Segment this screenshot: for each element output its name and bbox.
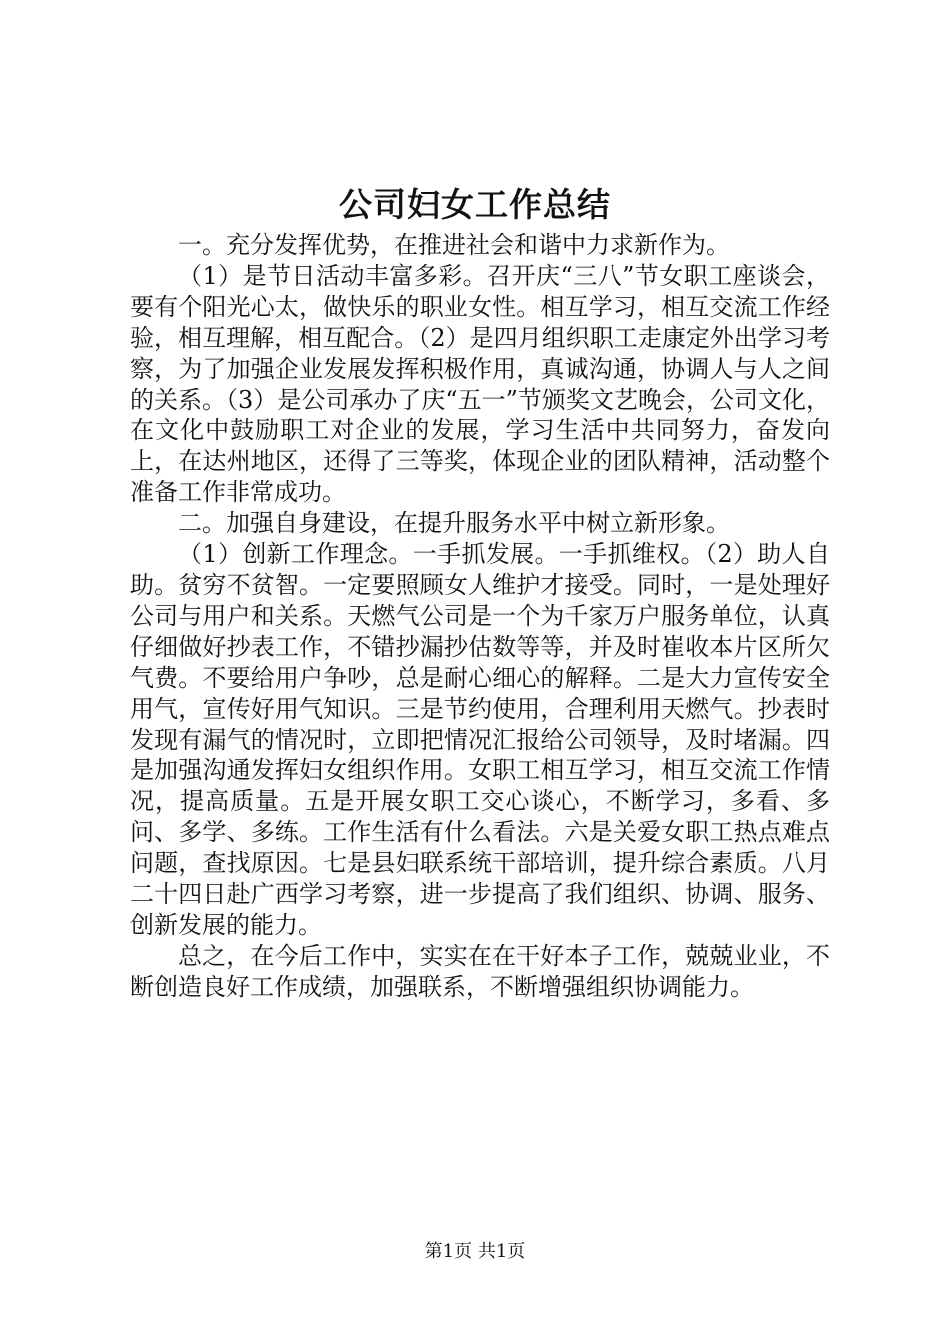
- page-footer: 第1页 共1页: [424, 1241, 526, 1262]
- paragraph-section-two-heading: 二。加强自身建设，在提升服务水平中树立新形象。: [178, 509, 730, 538]
- document-body: [130, 230, 830, 1003]
- document-title: 公司妇女工作总结: [339, 185, 611, 224]
- paragraph-section-two-body: （1）创新工作理念。一手抓发展。一手抓维权。（2）助人自助。贫穷不贫智。一定要照顾女人维护才接受。同时，一是处理好公司与用户和关系。天燃气公司是一个为千家万户服务单位，认真仔细做好抄表工作，不错抄漏抄估数等等，并及时崔收本片区所欠气费。不要给用户争吵，总是耐心细心的解释。二是大力宣传安全用气，宣传好用气知识。三是节约使用，合理利用天燃气。抄表时发现有漏气的情况时，立即把情况汇报给公司领导，及时堵漏。四是加强沟通发挥妇女组织作用。女职工相互学习，相互交流工作情况，提高质量。五是开展女职工交心谈心，不断学习，多看、多问、多学、多练。工作生活有什么看法。六是关爱女职工热点难点问题，查找原因。七是县妇联系统干部培训，提升综合素质。八月二十四日赴广西学习考察，进一步提高了我们组织、协调、服务、创新发展的能力。: [130, 540, 830, 939]
- paragraph-conclusion: 总之，在今后工作中，实实在在干好本子工作，兢兢业业，不断创造良好工作成绩，加强联系，不断增强组织协调能力。: [130, 941, 830, 1001]
- paragraph-section-one-heading: 一。充分发挥优势，在推进社会和谐中力求新作为。: [178, 231, 730, 259]
- paragraph-section-one-body: （1）是节日活动丰富多彩。召开庆“三八”节女职工座谈会，要有个阳光心太，做快乐的职业女性。相互学习，相互交流工作经验，相互理解，相互配合。（2）是四月组织职工走康定外出学习考察，为了加强企业发展发挥积极作用，真诚沟通，协调人与人之间的关系。（3）是公司承办了庆“五一”节颁奖文艺晚会，公司文化，在文化中鼓励职工对企业的发展，学习生活中共同努力，奋发向上，在达州地区，还得了三等奖，体现企业的团队精神，活动整个准备工作非常成功。: [130, 261, 830, 507]
